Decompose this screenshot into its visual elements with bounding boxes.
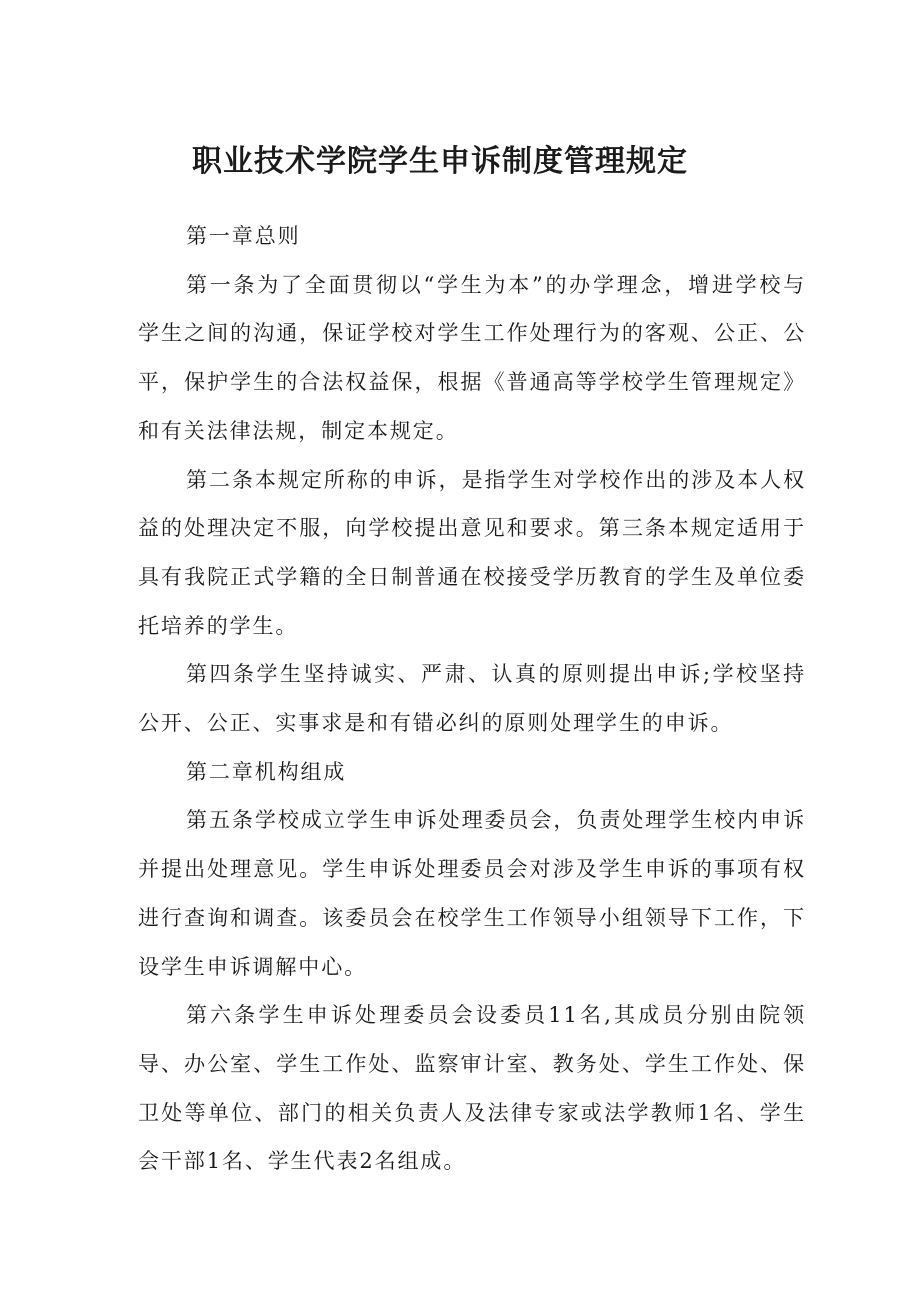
article-paragraph: 第一条为了全面贯彻以“学生为本”的办学理念，增进学校与学生之间的沟通，保证学校对学生工作处理行为的客观、公正、公平，保护学生的合法权益保，根据《普通高等学校学生管理规定》和有关法律法规，制定本规定。: [138, 272, 806, 443]
document-title: 职业技术学院学生申诉制度管理规定: [192, 144, 688, 179]
chapter-heading: 第一章总则: [186, 224, 301, 248]
document-body: [138, 212, 806, 1186]
article-paragraph: 第四条学生坚持诚实、严肃、认真的原则提出申诉;学校坚持公开、公正、实事求是和有错必纠的原则处理学生的申诉。: [138, 662, 806, 736]
article-paragraph: 第二条本规定所称的申诉，是指学生对学校作出的涉及本人权益的处理决定不服，向学校提出意见和要求。第三条本规定适用于具有我院正式学籍的全日制普通在校接受学历教育的学生及单位委托培养的学生。: [138, 467, 806, 638]
article-paragraph: 第六条学生申诉处理委员会设委员11名,其成员分别由院领导、办公室、学生工作处、监察审计室、教务处、学生工作处、保卫处等单位、部门的相关负责人及法律专家或法学教师1名、学生会干部1名、学生代表2名组成。: [138, 1003, 806, 1174]
chapter-heading: 第二章机构组成: [186, 759, 347, 784]
article-paragraph: 第五条学校成立学生申诉处理委员会，负责处理学生校内申诉并提出处理意见。学生申诉处理委员会对涉及学生申诉的事项有权进行查询和调查。该委员会在校学生工作领导小组领导下工作，下设学生申诉调解中心。: [138, 808, 806, 979]
